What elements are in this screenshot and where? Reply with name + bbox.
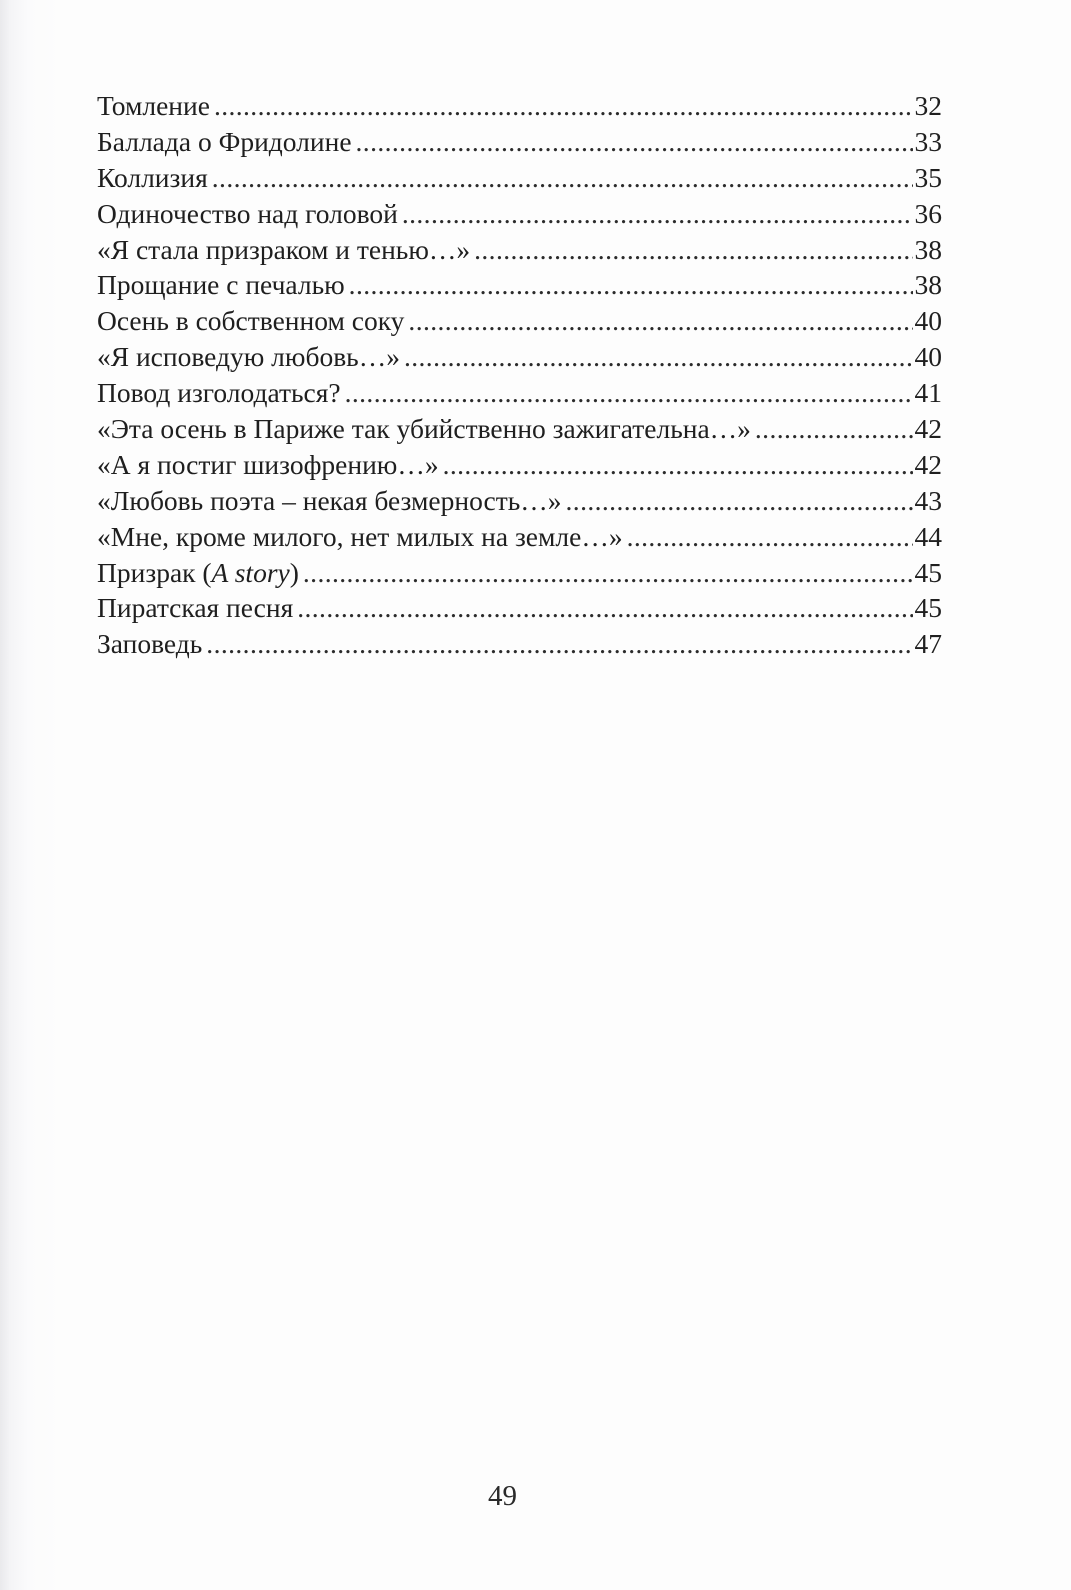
toc-entry-title: «Эта осень в Париже так убийственно зажигательна…» [97,413,751,445]
dot-leader [206,626,912,662]
toc-entry-title: Томление [97,90,210,121]
toc-entry-page: 38 [914,233,942,265]
dot-leader [297,590,912,626]
toc-entry-page: 33 [914,125,942,157]
toc-entry [97,626,942,662]
toc-entry [97,447,942,483]
dot-leader [356,124,913,160]
toc-entry [97,124,942,160]
dot-leader [402,196,913,232]
toc-entry [97,160,942,196]
dot-leader [345,375,913,411]
toc-entry-title: «Я стала призраком и тенью…» [97,233,471,265]
toc-entry-page: 45 [914,556,942,588]
toc-entry-title-text: Призрак ( [97,556,212,588]
toc-entry [97,411,942,447]
dot-leader [566,483,913,519]
toc-entry-page: 41 [914,377,942,409]
toc-entry [97,375,942,411]
toc-entry-title-italic: A story [211,556,290,588]
toc-entry-page: 45 [914,592,942,624]
toc-entry-title: Одиночество над головой [97,197,398,229]
toc-entry-title: Заповедь [97,628,203,660]
toc-entry-title: Пиратская песня [97,592,294,624]
toc-entry-page: 32 [914,90,942,121]
toc-entry-title [97,555,299,591]
toc-entry [97,267,942,303]
toc-entry-title: «Мне, кроме милого, нет милых на земле…» [97,520,623,552]
table-of-contents [97,88,942,662]
toc-entry-title: Прощание с печалью [97,269,345,301]
toc-entry [97,555,942,591]
toc-entry [97,303,942,339]
toc-entry-page: 38 [914,269,942,301]
toc-entry-page: 42 [914,448,942,480]
toc-entry-page: 40 [914,341,942,373]
dot-leader [349,267,913,303]
dot-leader [755,411,913,447]
dot-leader [303,555,913,591]
toc-entry [97,590,942,626]
toc-entry [97,519,942,555]
dot-leader [212,160,913,196]
dot-leader [627,519,913,555]
page-number: 49 [488,1480,517,1512]
toc-entry-page: 47 [914,628,942,660]
toc-entry-page: 35 [914,161,942,193]
toc-entry-page: 36 [914,197,942,229]
dot-leader [474,232,912,268]
dot-leader [214,88,913,124]
toc-entry-title: Осень в собственном соку [97,305,405,337]
toc-entry-page: 42 [914,413,942,445]
toc-entry-title: Повод изголодаться? [97,377,341,409]
toc-entry [97,232,942,268]
toc-entry-page: 43 [914,484,942,516]
toc-entry [97,339,942,375]
toc-entry-title: Баллада о Фридолине [97,125,352,157]
dot-leader [408,303,912,339]
toc-entry-page: 40 [914,305,942,337]
toc-entry-title-closing: ) [289,556,299,588]
toc-entry [97,483,942,519]
toc-entry-title: «Я исповедую любовь…» [97,341,400,373]
dot-leader [443,447,913,483]
toc-entry-title: «Любовь поэта – некая безмерность…» [97,484,562,516]
toc-entry [97,196,942,232]
toc-entry-title: «А я постиг шизофрению…» [97,448,439,480]
toc-entry [97,88,942,124]
dot-leader [404,339,913,375]
toc-entry-title: Коллизия [97,161,208,193]
toc-entry-page: 44 [914,520,942,552]
